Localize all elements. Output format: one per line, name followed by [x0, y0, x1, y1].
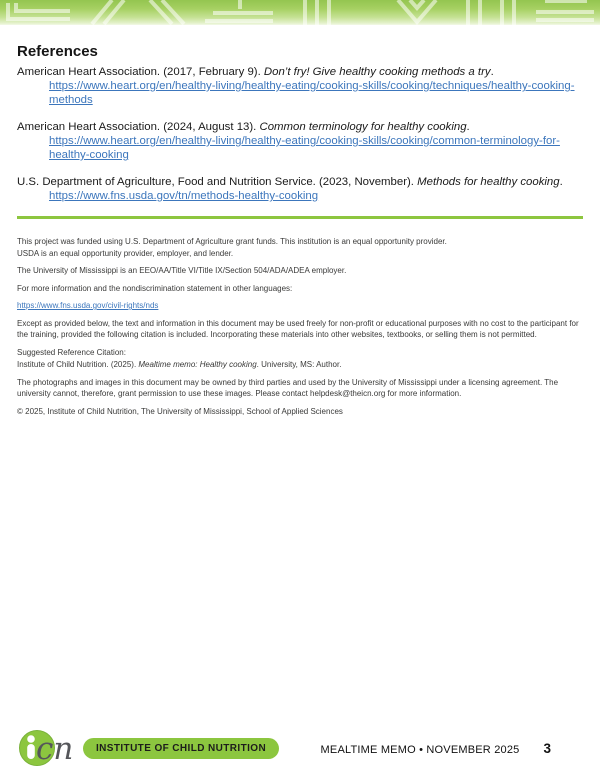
- text-run: USDA is an equal opportunity provider, employer, and lender.: [17, 248, 234, 258]
- issue-label: MEALTIME MEMO • NOVEMBER 2025: [320, 743, 520, 756]
- copyright-line: [17, 406, 583, 418]
- fine-print-section: [17, 236, 583, 417]
- eeo-statement: [17, 265, 583, 277]
- italic-text: Mealtime memo: Healthy cooking: [138, 360, 257, 369]
- text-run: The photographs and images in this document may be owned by third parties and used by the University of Mississippi under a licensing agreement. The university cannot, therefore, grant permission to use these images. Please contact helpdesk@theicn.org for more information.: [17, 377, 559, 398]
- funding-statement: [17, 236, 583, 259]
- hyperlink[interactable]: https://www.heart.org/en/healthy-living/healthy-eating/cooking-skills/cooking/common-terminology-for-healthy-cooking: [49, 135, 560, 161]
- page-number: 3: [543, 740, 551, 756]
- page-title: References: [17, 43, 98, 60]
- svg-text:cn: cn: [36, 731, 74, 767]
- photo-rights-statement: [17, 377, 583, 400]
- hyperlink[interactable]: https://www.fns.usda.gov/tn/methods-healthy-cooking: [49, 190, 319, 202]
- text-run: . University, MS: Author.: [256, 360, 342, 369]
- text-run: Except as provided below, the text and information in this document may be used freely for non-profit or educational purposes with no cost to the participant for the training, provided the following citation is included. Incorporating these materials into other websites, textbooks, or selling them is not permitted.: [17, 318, 579, 339]
- text-run: The University of Mississippi is an EEO/AA/Title VI/Title IX/Section 504/ADA/ADEA employer.: [17, 266, 347, 275]
- footer-issue-info: [321, 741, 583, 756]
- institute-banner: [83, 738, 279, 759]
- text-run: American Heart Association. (2017, February 9).: [17, 66, 264, 78]
- text-run: .: [559, 176, 563, 188]
- citation-label: [17, 347, 583, 359]
- reference-entry: [17, 175, 583, 203]
- text-run: American Heart Association. (2024, August 13).: [17, 121, 260, 133]
- page-footer: [17, 728, 583, 768]
- icn-logo-icon: [17, 728, 83, 768]
- footer-brand: [17, 728, 279, 768]
- text-run: © 2025, Institute of Child Nutrition, The University of Mississippi, School of Applied Sciences: [17, 406, 343, 416]
- mealtime-outline-pattern-icon: [0, 0, 600, 25]
- civil-rights-link-line: [17, 300, 583, 312]
- institute-name: INSTITUTE OF CHILD NUTRITION: [96, 742, 267, 754]
- header-banner: [0, 0, 600, 25]
- text-run: Suggested Reference Citation:: [17, 347, 126, 357]
- text-run: Institute of Child Nutrition. (2025).: [17, 360, 139, 369]
- italic-text: Common terminology for healthy cooking: [259, 121, 467, 133]
- text-run: U.S. Department of Agriculture, Food and Nutrition Service. (2023, November).: [17, 176, 418, 188]
- citation-text: [17, 359, 583, 371]
- italic-text: Don’t fry! Give healthy cooking methods a try: [263, 66, 491, 78]
- page-content: [0, 43, 600, 417]
- text-run: .: [466, 121, 470, 133]
- reference-entry: [17, 65, 583, 107]
- text-run: For more information and the nondiscrimination statement in other languages:: [17, 283, 293, 293]
- hyperlink[interactable]: https://www.heart.org/en/healthy-living/healthy-eating/cooking-skills/cooking/techniques/healthy-cooking-methods: [49, 80, 575, 106]
- text-run: .: [490, 66, 494, 78]
- reference-entry: [17, 120, 583, 162]
- italic-text: Methods for healthy cooking: [417, 176, 560, 188]
- text-run: This project was funded using U.S. Department of Agriculture grant funds. This institution is an equal opportunity provider.: [17, 237, 447, 246]
- nondiscrimination-intro: [17, 283, 583, 295]
- hyperlink[interactable]: https://www.fns.usda.gov/civil-rights/nds: [17, 301, 159, 310]
- section-divider: [17, 216, 583, 219]
- usage-terms: [17, 318, 583, 341]
